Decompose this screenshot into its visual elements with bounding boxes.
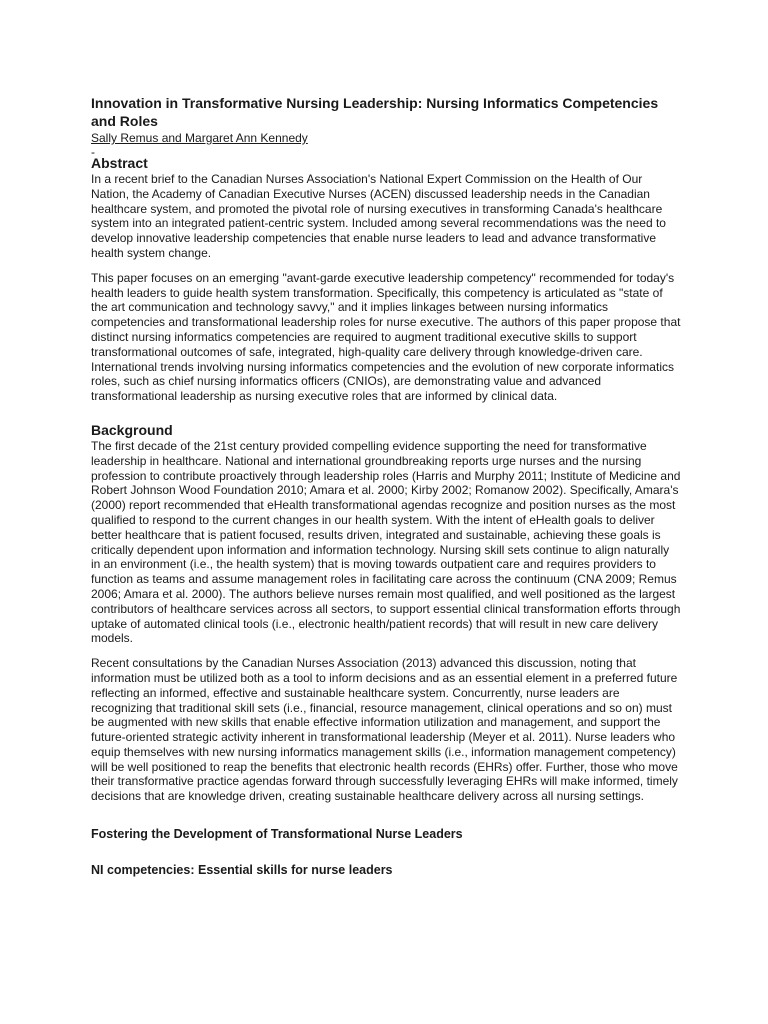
background-paragraph: The first decade of the 21st century provided compelling evidence supporting the need for transformative leadership in healthcare. National and international groundbreaking reports urge nurses and the nursing profession to contribute proactively through leadership roles (Harris and Murphy 2011; Institute of Medicine and Robert Johnson Wood Foundation 2010; Amara et al. 2000; Kirby 2002; Romanow 2002). Specifically, Amara's (2000) report recommended that eHealth transformational agendas recognize and position nurses as the most qualified to respond to the current changes in our health system. With the intent of eHealth goals to deliver better healthcare that is patient focused, results driven, integrated and sustainable, achieving these goals is critically dependent upon information and information technology. Nursing skill sets continue to align naturally in an environment (i.e., the health system) that is moving towards outpatient care and requires providers to function as teams and assume management roles in facilitating care across the continuum (CNA 2009; Remus 2006; Amara et al. 2000). The authors believe nurses remain most qualified, and well positioned as the largest contributors of healthcare services across all sectors, to support essential clinical transformation efforts through uptake of automated clinical tools (i.e., electronic health/patient records) that will result in new care delivery models.	[91, 438, 681, 646]
document-title: Innovation in Transformative Nursing Leadership: Nursing Informatics Competencies and Roles	[91, 95, 659, 129]
abstract-heading: Abstract	[91, 155, 148, 171]
abstract-paragraph: In a recent brief to the Canadian Nurses Association's National Expert Commission on the Health of Our Nation, the Academy of Canadian Executive Nurses (ACEN) discussed leadership needs in the Canadian healthcare system, and promoted the pivotal role of nursing executives in transforming Canada's healthcare system into an integrated patient-centric system. Included among several recommendations was the need to develop innovative leadership competencies that enable nurse leaders to lead and advance transformative health system change.	[91, 172, 666, 260]
author-link[interactable]: Sally Remus and Margaret Ann Kennedy	[91, 131, 308, 145]
ni-competencies-subheading: NI competencies: Essential skills for nurse leaders	[91, 863, 393, 878]
background-paragraph: Recent consultations by the Canadian Nurses Association (2013) advanced this discussion, noting that information must be utilized both as a tool to inform decisions and as an essential element in a preferred future reflecting an informed, effective and sustainable healthcare system. Concurrently, nurse leaders are recognizing that traditional skill sets (i.e., financial, resource management, clinical operations and so on) must be augmented with new skills that enable effective information utilization and management, and support the future-oriented strategic activity inherent in transformational leadership (Meyer et al. 2011). Nurse leaders who equip themselves with new nursing informatics management skills (i.e., information management competency) will be well positioned to reap the benefits that electronic health records (EHRs) offer. Further, those who move their transformative practice agendas forward through successfully leveraging EHRs will make informed, timely decisions that are knowledge driven, creating sustainable healthcare delivery across all nursing settings.	[91, 656, 678, 804]
document-page	[91, 94, 681, 878]
fostering-heading: Fostering the Development of Transformational Nurse Leaders	[91, 827, 463, 842]
background-heading: Background	[91, 421, 173, 438]
abstract-paragraph: This paper focuses on an emerging "avant-garde executive leadership competency" recommended for today's health leaders to guide health system transformation. Specifically, this competency is articulated as "state of the art communication and technology savvy," and it implies linkages between nursing informatics competencies and transformational leadership roles for nurse executive. The authors of this paper propose that distinct nursing informatics competencies are required to augment traditional executive skills to support transformational outcomes of safe, integrated, high-quality care delivery through knowledge-driven care. International trends involving nursing informatics competencies and the evolution of new corporate informatics roles, such as chief nursing informatics officers (CNIOs), are demonstrating value and advanced transformational leadership as nursing executive roles that are informed by clinical data.	[91, 270, 681, 404]
separator-dash: -	[91, 145, 95, 159]
